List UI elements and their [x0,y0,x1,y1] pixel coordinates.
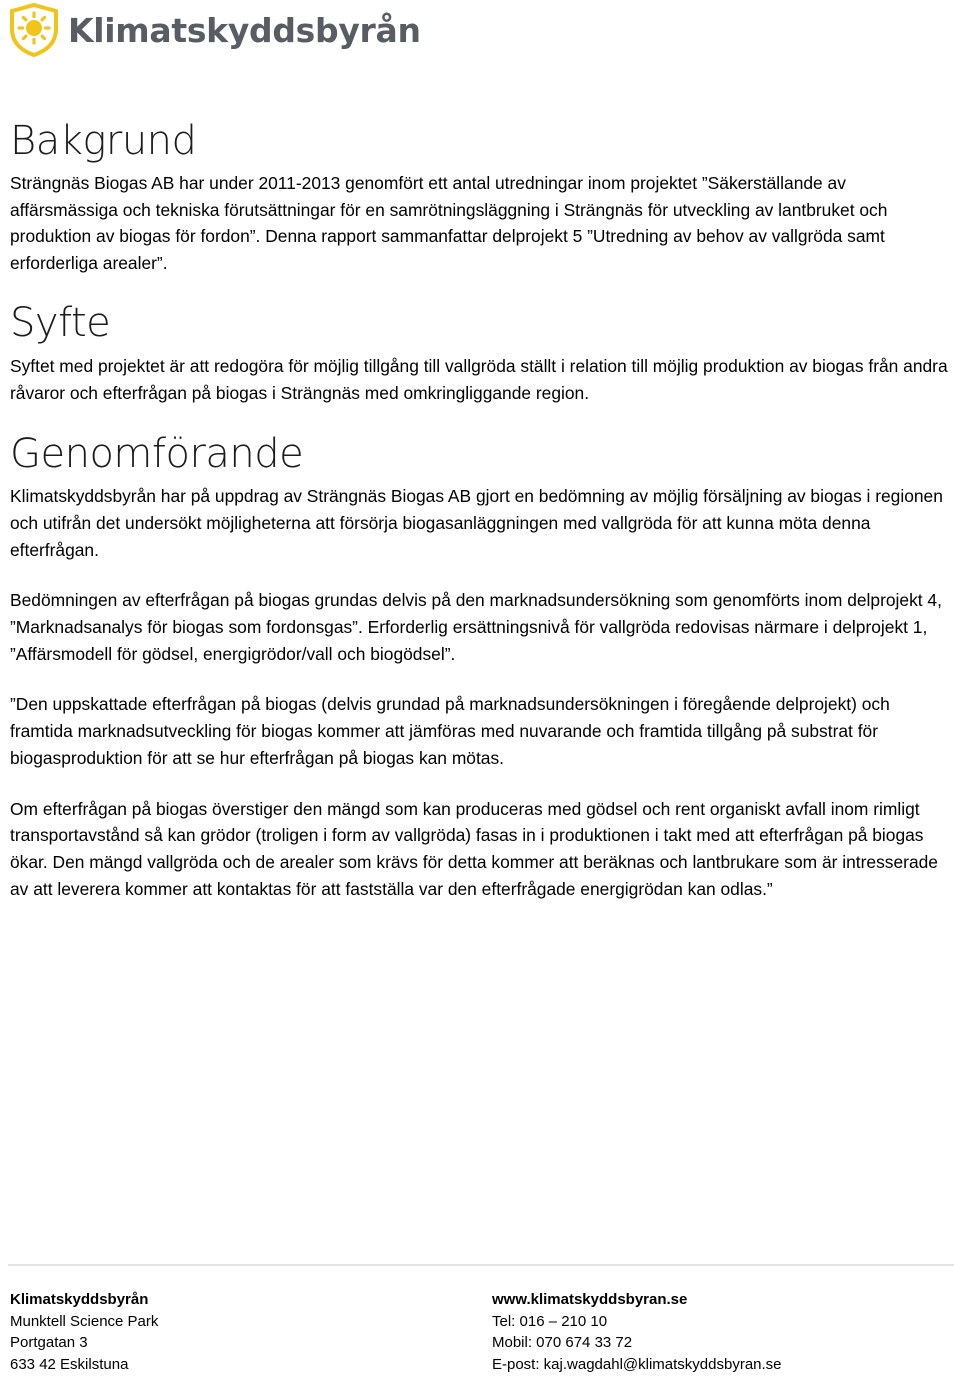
footer-mobile: Mobil: 070 674 33 72 [492,1334,633,1352]
footer-company: Klimatskyddsbyrån [10,1291,149,1308]
heading-genomforande: Genomförande [10,431,304,478]
footer-divider [8,1264,954,1266]
footer-website: www.klimatskyddsbyran.se [492,1291,688,1308]
footer-contact [492,1289,782,1375]
footer-address [10,1289,158,1375]
footer-phone: Tel: 016 – 210 10 [492,1312,608,1330]
paragraph-syfte: Syftet med projektet är att redogöra för möjlig tillgång till vallgröda ställt i relation till möjlig produktion av biogas från andra råvaror och efterfrågan på biogas i Strängnäs med omkringliggande region. [10,355,948,403]
paragraph-genomforande-2: Bedömningen av efterfrågan på biogas grundas delvis på den marknadsundersökning som genomförts inom delprojekt 4, ”Marknadsanalys för biogas som fordonsgas”. Erforderlig ersättningsnivå för vallgröda redovisas närmare i delprojekt 1, ”Affärsmodell för gödsel, energigrödor/vall och biogödsel”. [10,590,942,664]
footer-address-line: Munktell Science Park [10,1312,159,1330]
sun-shield-logo-icon [8,3,60,57]
footer-email: E-post: kaj.wagdahl@klimatskyddsbyran.se [492,1355,782,1373]
brand-name: Klimatskyddsbyrån [68,10,421,50]
footer-address-line: 633 42 Eskilstuna [10,1355,129,1373]
document-body [10,112,954,902]
heading-syfte: Syfte [10,299,111,346]
paragraph-genomforande-1: Klimatskyddsbyrån har på uppdrag av Strängnäs Biogas AB gjort en bedömning av möjlig försäljning av biogas i regionen och utifrån det undersökt möjligheterna att försörja biogasanläggningen med vallgröda för att kunna möta denna efterfrågan. [10,486,943,560]
footer-address-line: Portgatan 3 [10,1334,88,1352]
paragraph-genomforande-4: Om efterfrågan på biogas överstiger den mängd som kan produceras med gödsel och rent organiskt avfall inom rimligt transportavstånd så kan grödor (troligen i form av vallgröda) fasas in i produktionen i takt med att efterfrågan på biogas ökar. Den mängd vallgröda och de arealer som krävs för detta kommer att beräknas och lantbrukare som är intresserade av att leverera kommer att kontaktas för att fastställa var den efterfrågade energigrödan kan odlas.” [10,798,938,899]
page-header [8,2,421,58]
heading-bakgrund: Bakgrund [10,118,197,164]
paragraph-bakgrund: Strängnäs Biogas AB har under 2011-2013 genomfört ett antal utredningar inom projektet ”Säkerställande av affärsmässiga och tekniska förutsättningar för en samrötningsläggning i Strängnäs för utveckling av lantbruket och produktion av biogas för fordon”. Denna rapport sammanfattar delprojekt 5 ”Utredning av behov av vallgröda samt erforderliga arealer”. [10,173,888,274]
paragraph-genomforande-3: ”Den uppskattade efterfrågan på biogas (delvis grundad på marknadsundersökningen i föregående delprojekt) och framtida marknadsutveckling för biogas kommer att jämföras med nuvarande och framtida tillgång på substrat för biogasproduktion för att se hur efterfrågan på biogas kan mötas. [10,694,890,768]
